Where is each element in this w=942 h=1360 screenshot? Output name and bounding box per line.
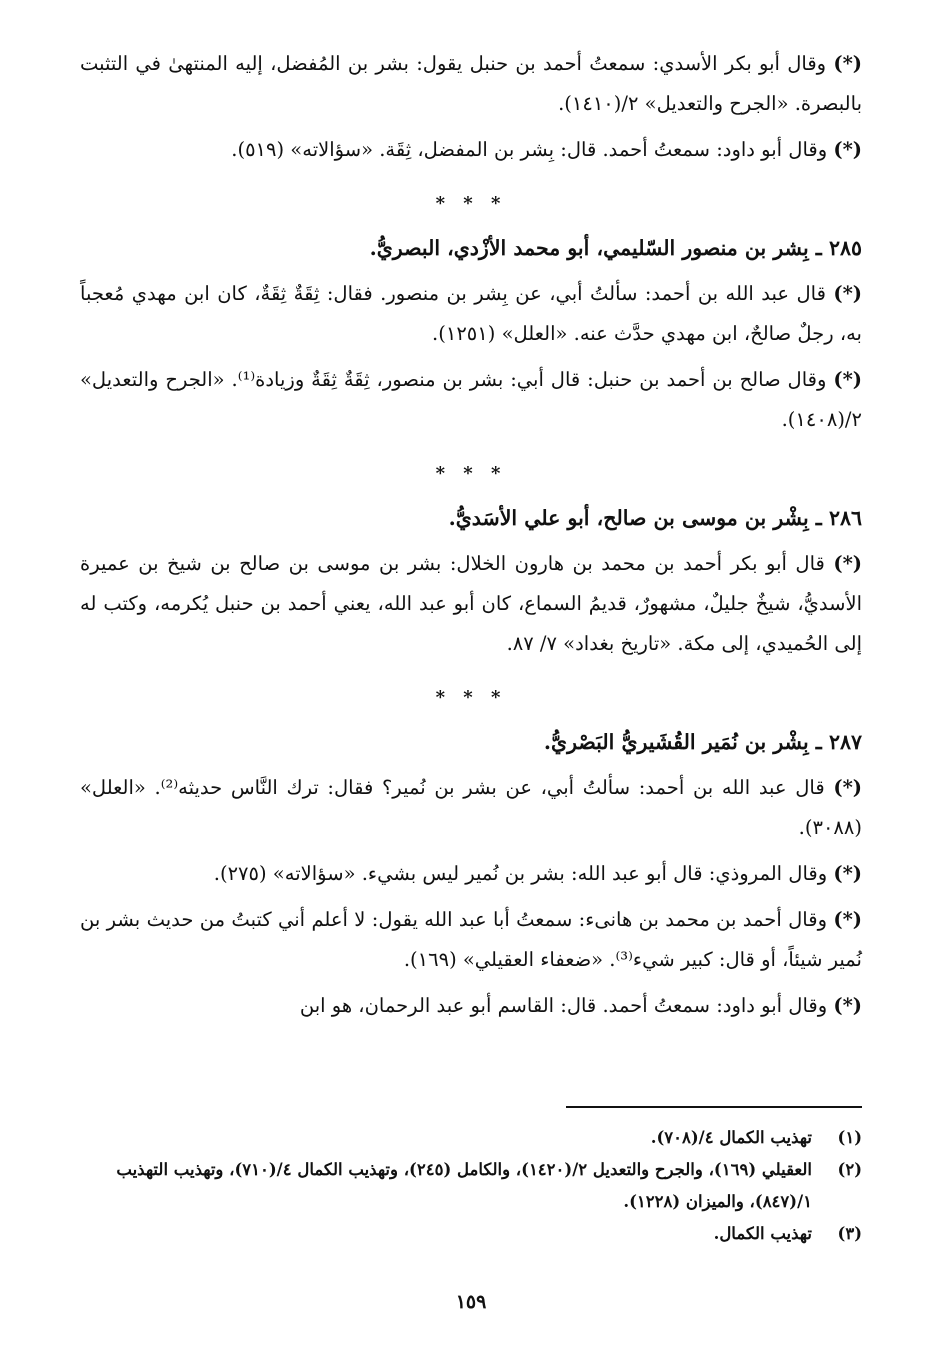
asterisk-marker: (*) xyxy=(833,552,863,575)
footnote xyxy=(80,1218,862,1250)
section-separator: * * * xyxy=(435,463,507,484)
paragraph-text: قال عبد الله بن أحمد: سألتُ أبي، عن بشر بن نُمير؟ فقال: ترك النَّاس حديثه⁽²⁾. «العلل» (٣٠٨٨). xyxy=(80,776,862,839)
asterisk-marker: (*) xyxy=(833,138,862,161)
asterisk-marker: (*) xyxy=(833,52,862,75)
paragraph-text: وقال أحمد بن محمد بن هانىء: سمعتُ أبا عبد الله يقول: لا أعلم أني كتبتُ من حديث بشر بن نُمير شيئاً، أو قال: كبير شيء⁽³⁾. «ضعفاء العقيلي» (١٦٩). xyxy=(80,908,862,971)
footnote xyxy=(80,1122,862,1154)
section-separator: * * * xyxy=(435,193,507,214)
footnote xyxy=(80,1154,862,1218)
footnote-number: (٢) xyxy=(837,1160,862,1179)
footnote-text: تهذيب الكمال ٤/(٧٠٨). xyxy=(650,1128,812,1147)
asterisk-marker: (*) xyxy=(833,994,862,1017)
paragraph xyxy=(80,854,862,894)
paragraph xyxy=(80,986,862,1026)
entry-heading: ٢٨٥ ـ بِشر بن منصور السّليمي، أبو محمد الأزْدي، البصريُّ. xyxy=(369,236,862,260)
footnote-rule xyxy=(566,1106,862,1108)
asterisk-marker: (*) xyxy=(833,282,862,305)
paragraph-text: وقال أبو داود: سمعتُ أحمد. قال: القاسم أبو عبد الرحمان، هو ابن xyxy=(299,994,828,1017)
footnote-number: (٣) xyxy=(837,1224,862,1243)
body-text xyxy=(80,44,862,1026)
footnote-number: (١) xyxy=(837,1128,862,1147)
page-number: ١٥٩ xyxy=(455,1291,487,1313)
paragraph-text: وقال صالح بن أحمد بن حنبل: قال أبي: بشر بن منصور، ثِقَةٌ ثِقَةٌ وزيادة⁽¹⁾. «الجرح والتعديل» ٢/(١٤٠٨). xyxy=(80,368,862,431)
paragraph xyxy=(80,360,862,440)
asterisk-marker: (*) xyxy=(833,908,862,931)
paragraph-text: قال عبد الله بن أحمد: سألتُ أبي، عن بِشر بن منصور. فقال: ثِقَةٌ ثِقَةٌ، كان ابن مهدي مُعجباً به، رجلٌ صالحٌ، ابن مهدي حدَّث عنه. «العلل» (١٢٥١). xyxy=(80,282,862,345)
paragraph xyxy=(80,130,862,170)
paragraph xyxy=(80,900,862,980)
asterisk-marker: (*) xyxy=(833,862,862,885)
paragraph xyxy=(80,274,862,354)
paragraph-text: قال أبو بكر أحمد بن محمد بن هارون الخلال: بشر بن موسى بن صالح بن شيخ بن عميرة الأسديُّ، شيخٌ جليلٌ، مشهورٌ، قديمُ السماع، كان أبو عبد الله، يعني أحمد بن حنبل يُكرمه، وكتب له إلى الحُميدي، إلى مكة. «تاريخ بغداد» ٧/ ٨٧. xyxy=(80,552,862,655)
asterisk-marker: (*) xyxy=(833,368,862,391)
entry-heading: ٢٨٧ ـ بِشْر بن نُمَير القُشَيريُّ البَصْريُّ. xyxy=(543,730,862,754)
paragraph-text: وقال أبو داود: سمعتُ أحمد. قال: بِشر بن المفضل، ثِقَة. «سؤالاته» (٥١٩). xyxy=(231,138,828,161)
asterisk-marker: (*) xyxy=(833,776,862,799)
section-separator: * * * xyxy=(435,687,507,708)
footnote-text: العقيلي (١٦٩)، والجرح والتعديل ٢/(١٤٢٠)، والكامل (٢٤٥)، وتهذيب الكمال ٤/(٧١٠)، وتهذيب التهذيب ١/(٨٤٧)، والميزان (١٢٢٨). xyxy=(116,1160,812,1211)
paragraph xyxy=(80,768,862,848)
footnote-text: تهذيب الكمال. xyxy=(713,1224,812,1243)
paragraph xyxy=(80,44,862,124)
paragraph-text: وقال أبو بكر الأسدي: سمعتُ أحمد بن حنبل يقول: بشر بن المُفضل، إليه المنتهىٰ في التثبت بالبصرة. «الجرح والتعديل» ٢/(١٤١٠). xyxy=(80,52,862,115)
paragraph-text: وقال المروذي: قال أبو عبد الله: بشر بن نُمير ليس بشيء. «سؤالاته» (٢٧٥). xyxy=(213,862,828,885)
footnotes xyxy=(80,1122,862,1250)
entry-heading: ٢٨٦ ـ بِشْر بن موسى بن صالح، أبو علي الأسَديُّ. xyxy=(448,506,862,530)
paragraph xyxy=(80,544,862,664)
